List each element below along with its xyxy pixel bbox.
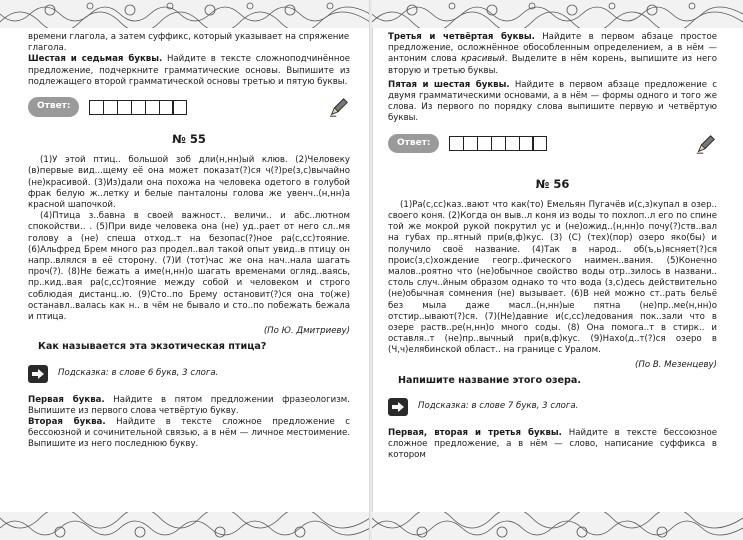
exercise-number: № 55 xyxy=(172,132,206,147)
task-second-letter xyxy=(28,417,350,451)
answer-cell[interactable] xyxy=(463,136,478,151)
pencil-icon xyxy=(328,96,350,118)
hint-box xyxy=(388,398,717,416)
task-title: Пятая и шестая буквы. xyxy=(388,79,510,90)
answer-cell[interactable] xyxy=(131,100,146,115)
task-text: Найдите в первом абзаце предложение с двумя грамматическими основами, а в нём — формы одного и того же слова. Из первого по порядку слова выпишите первую и четвёртую буквы. xyxy=(388,79,718,124)
task-first-letter xyxy=(28,395,350,417)
task-title: Первая буква. xyxy=(28,394,105,405)
decorative-border-bottom xyxy=(0,512,370,540)
task-text: Найдите в тексте бессоюзное сложное предложение, а в нём — слово, написание суффикса в котором xyxy=(388,428,718,461)
answer-cell[interactable] xyxy=(159,100,174,115)
hint-text: Подсказка: в слове 6 букв, 3 слога. xyxy=(58,368,219,379)
intro-line-2: глагола. xyxy=(28,43,67,54)
decorative-border-top xyxy=(372,0,743,28)
exercise-question: Как называется эта экзотическая птица? xyxy=(38,341,267,353)
answer-row xyxy=(388,131,717,157)
answer-cell[interactable] xyxy=(449,136,464,151)
answer-cell[interactable] xyxy=(491,136,506,151)
answer-cell[interactable] xyxy=(117,100,132,115)
task-third-fourth xyxy=(388,32,717,77)
intro-line: времени глагола, а затем суффикс, который указывает на спряжение xyxy=(28,32,350,42)
decorative-border-top xyxy=(0,0,370,28)
task-text: . Выделите в нём корень, выпишите из него вторую и третью буквы. xyxy=(388,54,718,76)
task-text: Найдите в тексте сложное предложение с бессоюзной и сочинительной связью, а в нём — личное местоимение. Выпишите из него последнюю букву. xyxy=(28,417,350,450)
task-first-second-third xyxy=(388,428,717,462)
right-page-content xyxy=(388,32,717,462)
task-sixth-seventh xyxy=(28,54,350,88)
answer-cell[interactable] xyxy=(532,136,547,151)
task-title: Вторая буква. xyxy=(28,417,106,428)
task-title: Третья и четвёртая буквы. xyxy=(388,32,535,42)
exercise-text-paragraph-2: (4)Птица з..бавна в своей важност.. величи.. и абс..лютном спокойстви.. . (5)При виде человека она (не) уд..рает от него сл..мя голову а (не) спеша отход..т на безопас(?)ное ра(с,сс)тояние. (6)Альфред Брем много раз продел..вал такой опыт увид..в птицу он напр..влялся в её сторону. (7)И (тот)час же она нач..нала шагать проч(?). (8)Не бежать а име(н,нн)о шагать временами огляд..ваясь, пр..кид..вая ра(с,сс)тояние между собой и человеком и строго соблюдая дистанц..ю. (9)Сто..по Брему остановит(?)ся она то(же) останавл..валась как н.. в чём не бывало и сто..по побежать бежала и птица. xyxy=(28,211,350,323)
decorative-border-bottom xyxy=(372,512,743,540)
answer-cells[interactable] xyxy=(89,100,186,115)
pencil-icon xyxy=(695,133,717,155)
answer-cell[interactable] xyxy=(505,136,520,151)
left-page-content xyxy=(28,32,350,451)
answer-cell[interactable] xyxy=(519,136,534,151)
answer-cells[interactable] xyxy=(449,136,546,151)
task-text: Найдите в тексте сложноподчинённое предложение, подчеркните грамматические основы. Выпишите из подлежащего второй грамматической основы третью и пятую буквы. xyxy=(28,54,350,87)
arrow-right-icon xyxy=(28,365,48,383)
task-text: Найдите в пятом предложении фразеологизм. Выпишите из первого слова четвёртую букву. xyxy=(28,394,350,416)
answer-label: Ответ: xyxy=(388,134,439,153)
answer-cell[interactable] xyxy=(89,100,104,115)
text-author: (По Ю. Дмитриеву) xyxy=(263,326,350,337)
arrow-right-icon xyxy=(388,398,408,416)
left-page xyxy=(0,0,370,540)
exercise-text: (1)Ра(с,сс)каз..вают что как(то) Емельян Пугачёв и(с,з)купал в озер.. своего коня. (2)Когда он выв..л коня из воды то похлоп..л его по спине той же мокрой рукой покрутил ус и (не)ожид..(н,нн)о почу(?)ств..вал на губах пр..ятный при(в,ф)кус. (3) (С) (тех)(пор) озеро яко(бы) и получило своё название. (4)Так в народ.. об(ъ,ь)ясняет(?)ся проис(з,с)хождение геогр..фического наимен..вания. (5)Конечно малов..роятно что (не)обычное свойство воды отр..зилось в названи.. столь случ..йным образом однако то что вода (з,с)десь действительно (не)обычная сомнения (не) вызывает. (6)В ней можно ст..рать бельё без мыла даже масл..(н,нн)ые пятна (не)пр..ме(н,нн)о отстир..ывают(?)ся. (7)(Не)давние и(с,сс)ледования пок..зали что в озере раств..ре(н,нн)о много соды. (8) Она помога..т в стирк.. и оставля..т (не)пр..вычный при(в,ф)кус. (9)Нахо(д..т(?)ся озеро в (Ч,ч)елябинской област.. на границе с Уралом. xyxy=(388,199,717,356)
hint-box xyxy=(28,365,350,383)
exercise-number: № 56 xyxy=(535,176,570,191)
exercise-text-paragraph-1: (1)У этой птиц.. большой зоб дли(н,нн)ый клюв. (2)Человеку (в)первые вид...щему её она может показат(?)ся ч(?)ре(з,с)вычайно (не)красивой. (3)Из)дали она похожа на человека одетого в голубой фрак белую ж..летку и белые панталоны голова же увенч..(н,нн)а красной шапочкой. xyxy=(28,155,350,211)
task-text: Найдите в первом абзаце простое предложение, осложнённое обособленным определением, а в нём — антоним слова xyxy=(388,32,718,65)
task-title: Первая, вторая и третья буквы. xyxy=(388,428,562,439)
task-title: Шестая и седьмая буквы. xyxy=(28,54,163,65)
text-author: (По В. Мезенцеву) xyxy=(635,359,717,370)
answer-cell[interactable] xyxy=(103,100,118,115)
task-fifth-sixth xyxy=(388,80,717,125)
hint-text: Подсказка: в слове 7 букв, 3 слога. xyxy=(418,401,579,412)
right-page xyxy=(372,0,743,540)
answer-cell[interactable] xyxy=(172,100,187,115)
answer-cell[interactable] xyxy=(477,136,492,151)
answer-label: Ответ: xyxy=(28,97,79,116)
exercise-question: Напишите название этого озера. xyxy=(398,374,582,386)
answer-row xyxy=(28,94,350,120)
task-keyword: красивый xyxy=(461,54,505,65)
answer-cell[interactable] xyxy=(145,100,160,115)
